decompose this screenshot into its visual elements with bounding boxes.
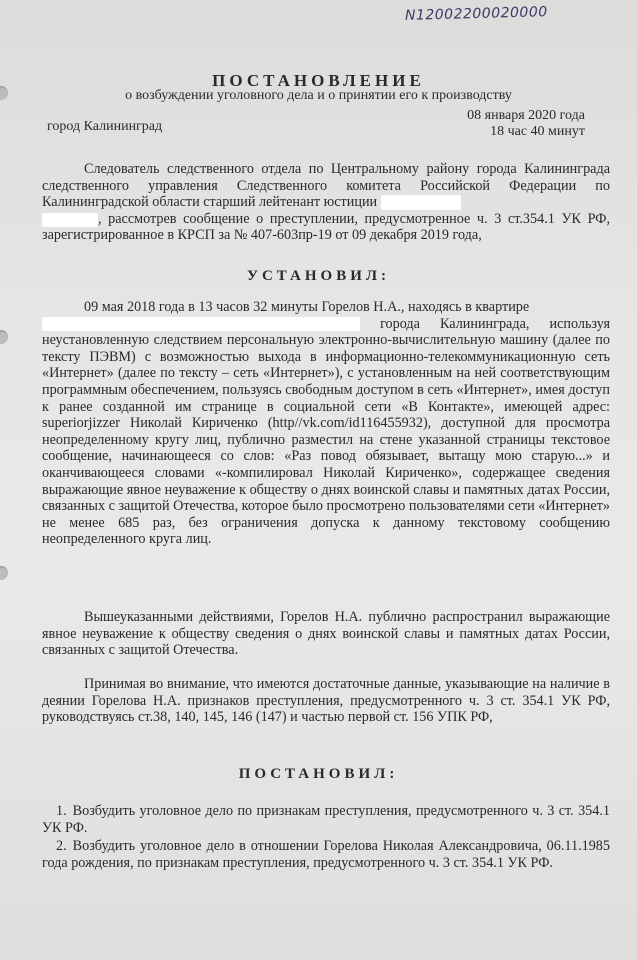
redaction-mark [42, 317, 360, 331]
established-heading: УСТАНОВИЛ: [246, 268, 391, 284]
decision-item-text: Возбудить уголовное дело в отношении Горелова Николая Александровича, 06.11.1985 года рождения, по признакам преступления, предусмотренного ч. 3 ст. 354.1 УК РФ. [42, 838, 610, 871]
redaction-mark [42, 213, 98, 227]
established-paragraph-1 [42, 299, 610, 548]
binder-hole [0, 330, 8, 344]
document-subtitle: о возбуждении уголовного дела и о принятии его к производству [125, 88, 512, 103]
date-time-block [467, 108, 585, 140]
decision-item-text: Возбудить уголовное дело по признакам преступления, предусмотренного ч. 3 ст. 354.1 УК РФ. [42, 803, 610, 836]
decision-item [42, 803, 610, 836]
intro-paragraph [42, 161, 610, 244]
established-paragraph-3: Принимая во внимание, что имеются достаточные данные, указывающие на наличие в деянии Горелова Н.А. признаков преступления, предусмотренного ч. 3 ст. 354.1 УК РФ, руководствуясь ст.38, 140, 145, 146 (147) и частью первой ст. 156 УПК РФ, [42, 676, 610, 726]
decided-heading: ПОСТАНОВИЛ: [238, 766, 399, 782]
established-paragraph-2: Вышеуказанными действиями, Горелов Н.А. публично распространил выражающие явное неуважение к обществу сведения о днях воинской славы и памятных датах России, связанных с защитой Отечества. [42, 609, 610, 659]
handwritten-case-number: N12002200020000 [404, 4, 548, 24]
redaction-mark [381, 195, 461, 210]
decision-item-number: 2. [56, 838, 67, 854]
established-text-start: 09 мая 2018 года в 13 часов 32 минуты Горелов Н.А., находясь в квартире [84, 299, 530, 315]
decision-item [42, 838, 610, 871]
document-date: 08 января 2020 года [467, 108, 585, 123]
city: город Калининград [47, 119, 163, 134]
document-title: ПОСТАНОВЛЕНИЕ [212, 71, 425, 90]
decision-item-number: 1. [56, 803, 67, 819]
established-text-rest: города Калининграда, используя неустановленную следствием персональную электронно-вычислительную машину (далее по тексту ПЭВМ) с возможностью выхода в информационно-телекоммуникационную сеть «Интернет» (далее по тексту – сеть «Интернет»), с установленным на ней соответствующим программным обеспечением, пользуясь свободным доступом в сеть «Интернет», имея доступ к ранее созданной им странице в социальной сети «В Контакте», имеющей адрес: superiorjizzer Николай Кириченко (http//vk.com/id116455932), доступной для просмотра неопределенному кругу лиц, публично разместил на стене указанной страницы текстовое сообщение, начинающееся со слов: «Раз повод обязывает, вытащу мою старую...» и оканчивающееся словами «-компилировал Николай Кириченко», содержащее сведения выражающие явное неуважение к обществу о днях воинской славы и памятных датах России, связанных с защитой Отечества, которое было просмотрено пользователями сети «Интернет» не менее 685 раз, без ограничения допуска к данному текстовому сообщению неопределенного круга лиц. [42, 315, 610, 548]
intro-text-1: Следователь следственного отдела по Центральному району города Калининграда следственного управления Следственного комитета Российской Федерации по Калининградской области старший лейтенант юстиции [42, 161, 610, 211]
document-time: 18 час 40 минут [490, 124, 585, 139]
binder-hole [0, 566, 8, 580]
intro-text-2: , рассмотрев сообщение о преступлении, предусмотренное ч. 3 ст.354.1 УК РФ, зарегистрированное в КРСП за № 407-603пр-19 от 09 декабря 2019 года, [42, 210, 610, 244]
